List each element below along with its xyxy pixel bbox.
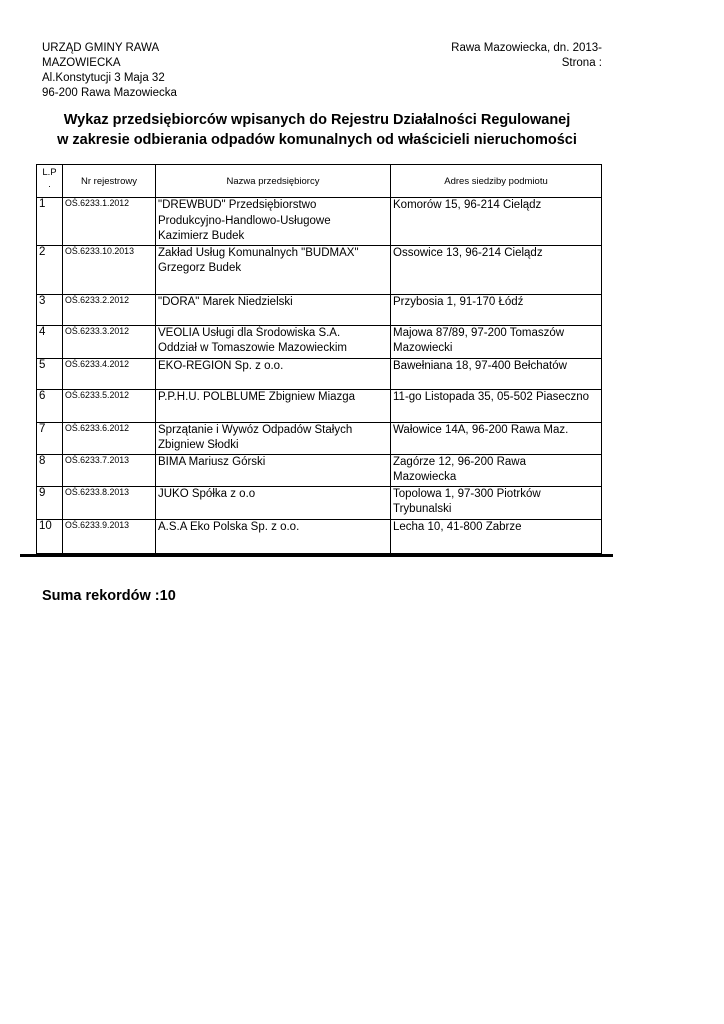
- row-registry-number: OŚ.6233.5.2012: [63, 389, 156, 422]
- row-lp: 2: [37, 245, 63, 294]
- row-company-name: "DORA" Marek Niedzielski: [156, 294, 391, 325]
- row-company-address: Bawełniana 18, 97-400 Bełchatów: [391, 358, 602, 389]
- row-registry-number: OŚ.6233.4.2012: [63, 358, 156, 389]
- row-lp: 9: [37, 486, 63, 519]
- table-row: [37, 198, 602, 246]
- row-lp: 6: [37, 389, 63, 422]
- row-registry-number: OŚ.6233.7.2013: [63, 454, 156, 486]
- table-header-row: [37, 165, 602, 198]
- row-company-address: Majowa 87/89, 97-200 Tomaszów Mazowiecki: [391, 325, 602, 358]
- row-company-name: "DREWBUD" Przedsiębiorstwo Produkcyjno-Handlowo-Usługowe Kazimierz Budek: [156, 198, 391, 246]
- page-label: Strona :: [561, 57, 602, 69]
- records-summary: Suma rekordów :10: [42, 588, 176, 604]
- row-company-name: A.S.A Eko Polska Sp. z o.o.: [156, 519, 391, 553]
- table-row: [37, 454, 602, 486]
- row-company-name: JUKO Spółka z o.o: [156, 486, 391, 519]
- row-company-address: 11-go Listopada 35, 05-502 Piaseczno: [391, 389, 602, 422]
- document-header-right: [451, 41, 602, 71]
- row-company-name: Zakład Usług Komunalnych "BUDMAX" Grzegorz Budek: [156, 245, 391, 294]
- row-registry-number: OŚ.6233.3.2012: [63, 325, 156, 358]
- row-company-name: BIMA Mariusz Górski: [156, 454, 391, 486]
- table-row: [37, 486, 602, 519]
- office-address: [42, 41, 242, 101]
- office-name-line2: MAZOWIECKA: [42, 57, 121, 69]
- header-nr: Nr rejestrowy: [63, 165, 156, 198]
- table-row: [37, 358, 602, 389]
- row-company-address: Przybosia 1, 91-170 Łódź: [391, 294, 602, 325]
- row-lp: 4: [37, 325, 63, 358]
- office-street: Al.Konstytucji 3 Maja 32: [42, 72, 165, 84]
- row-lp: 3: [37, 294, 63, 325]
- table-bottom-rule: [20, 554, 613, 557]
- table-row: [37, 422, 602, 454]
- row-company-name: Sprzątanie i Wywóz Odpadów Stałych Zbigniew Słodki: [156, 422, 391, 454]
- table-row: [37, 245, 602, 294]
- title-line1: Wykaz przedsiębiorców wpisanych do Rejestru Działalności Regulowanej: [63, 112, 571, 128]
- row-registry-number: OŚ.6233.9.2013: [63, 519, 156, 553]
- header-name: Nazwa przedsiębiorcy: [156, 165, 391, 198]
- office-city: 96-200 Rawa Mazowiecka: [42, 87, 177, 99]
- office-name-line1: URZĄD GMINY RAWA: [42, 42, 160, 54]
- header-address: Adres siedziby podmiotu: [391, 165, 602, 198]
- row-company-address: Lecha 10, 41-800 Zabrze: [391, 519, 602, 553]
- title-line2: w zakresie odbierania odpadów komunalnych od właścicieli nieruchomości: [57, 132, 577, 148]
- row-lp: 1: [37, 198, 63, 246]
- row-company-address: Wałowice 14A, 96-200 Rawa Maz.: [391, 422, 602, 454]
- document-title: [0, 110, 634, 150]
- row-company-name: EKO-REGION Sp. z o.o.: [156, 358, 391, 389]
- row-lp: 7: [37, 422, 63, 454]
- row-lp: 10: [37, 519, 63, 553]
- row-company-address: Zagórze 12, 96-200 Rawa Mazowiecka: [391, 454, 602, 486]
- row-company-name: P.P.H.U. POLBLUME Zbigniew Miazga: [156, 389, 391, 422]
- place-date: Rawa Mazowiecka, dn. 2013-: [451, 42, 602, 54]
- table-row: [37, 389, 602, 422]
- row-lp: 8: [37, 454, 63, 486]
- table-row: [37, 294, 602, 325]
- row-registry-number: OŚ.6233.2.2012: [63, 294, 156, 325]
- header-lp: L.P .: [37, 165, 63, 198]
- row-company-address: Komorów 15, 96-214 Cielądz: [391, 198, 602, 246]
- row-registry-number: OŚ.6233.6.2012: [63, 422, 156, 454]
- row-company-address: Ossowice 13, 96-214 Cielądz: [391, 245, 602, 294]
- register-table: [36, 164, 602, 554]
- table-row: [37, 519, 602, 553]
- row-company-name: VEOLIA Usługi dla Środowiska S.A. Oddział w Tomaszowie Mazowieckim: [156, 325, 391, 358]
- row-lp: 5: [37, 358, 63, 389]
- row-registry-number: OŚ.6233.8.2013: [63, 486, 156, 519]
- row-company-address: Topolowa 1, 97-300 Piotrków Trybunalski: [391, 486, 602, 519]
- table-row: [37, 325, 602, 358]
- row-registry-number: OŚ.6233.1.2012: [63, 198, 156, 246]
- row-registry-number: OŚ.6233.10.2013: [63, 245, 156, 294]
